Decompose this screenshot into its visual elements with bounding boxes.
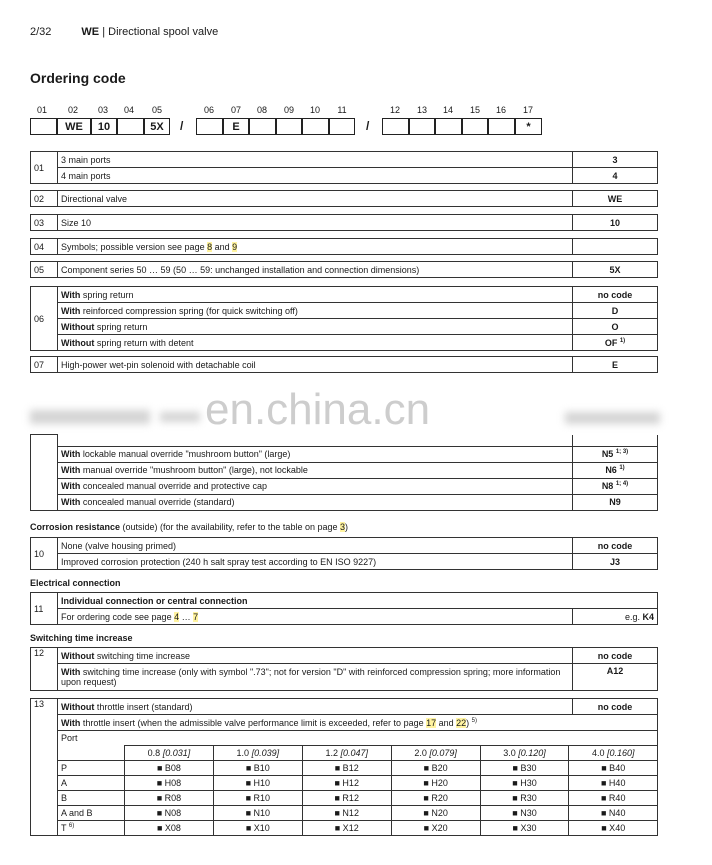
code-pos: 03: [97, 105, 108, 115]
code-separator: /: [366, 119, 370, 133]
table-row: With throttle insert (when the admissible valve performance limit is exceeded, refer to page 17 and 22) $^{5)}$: [31, 715, 658, 731]
table-row: 13 Without throttle insert (standard) no code: [31, 699, 658, 715]
table-row: A and B ■ N08 ■ N10 ■ N12 ■ N20 ■ N30 ■ N40: [58, 806, 657, 821]
table-row: Improved corrosion protection (240 h salt spray test according to EN ISO 9227) J3: [31, 554, 658, 570]
code-box: WE: [57, 118, 91, 135]
section-electrical-heading: Electrical connection: [30, 578, 121, 588]
code-box: [435, 118, 462, 135]
table-row: A ■ H08 ■ H10 ■ H12 ■ H20 ■ H30 ■ H40: [58, 776, 657, 791]
code-box: [249, 118, 276, 135]
series-label: WE: [81, 26, 100, 38]
blurred-text: [565, 412, 660, 424]
code-box: [462, 118, 488, 135]
page-number: 2/32: [30, 26, 52, 38]
table-row: 12 Without switching time increase no code: [31, 648, 658, 664]
code-box: [329, 118, 355, 135]
table-row: 02 Directional valve WE: [31, 191, 658, 207]
blurred-text: [30, 410, 150, 424]
table-row: With concealed manual override and protective cap N8 $^{1; 4)}$: [31, 478, 658, 494]
table-10: [30, 537, 658, 570]
code-box: [276, 118, 302, 135]
table-row: Without spring return O: [31, 319, 658, 335]
table-12: [30, 647, 658, 691]
page-link[interactable]: 8: [207, 241, 213, 252]
code-box: [30, 118, 57, 135]
table-row: 01 3 main ports 3: [31, 152, 658, 168]
table-row: 4 main ports 4: [31, 168, 658, 184]
code-pos: 15: [469, 105, 480, 115]
code-pos: 02: [67, 105, 78, 115]
page-header: [30, 26, 218, 38]
table-row: P ■ B08 ■ B10 ■ B12 ■ B20 ■ B30 ■ B40: [58, 761, 657, 776]
code-pos: 09: [283, 105, 294, 115]
table-row: 07 High-power wet-pin solenoid with detachable coil E: [31, 357, 658, 373]
code-box: [382, 118, 409, 135]
table-row: 04 Symbols; possible version see page 8 and 9: [31, 239, 658, 255]
code-pos: 07: [230, 105, 241, 115]
code-box: [196, 118, 223, 135]
code-pos: 11: [337, 105, 347, 115]
code-pos: 16: [495, 105, 506, 115]
page-link[interactable]: 9: [232, 241, 238, 252]
table-row: 03 Size 10 10: [31, 215, 658, 231]
table-13: [30, 698, 658, 836]
page-link[interactable]: 22: [456, 717, 467, 728]
table-row: B ■ R08 ■ R10 ■ R12 ■ R20 ■ R30 ■ R40: [58, 791, 657, 806]
table-05: [30, 261, 658, 278]
table-row: [31, 435, 658, 447]
page-link[interactable]: 3: [340, 522, 346, 532]
table-04: [30, 238, 658, 255]
page-title: Ordering code: [30, 70, 126, 86]
code-pos: 05: [151, 105, 162, 115]
code-pos: 08: [256, 105, 267, 115]
code-pos: 13: [416, 105, 427, 115]
table-row: With concealed manual override (standard) N9: [31, 494, 658, 510]
table-01: [30, 151, 658, 184]
code-pos: 01: [36, 105, 47, 115]
page-link[interactable]: 17: [426, 717, 437, 728]
code-separator: /: [180, 119, 184, 133]
code-pos: 12: [389, 105, 400, 115]
code-pos: 10: [309, 105, 320, 115]
table-row: T $^{6)}$ ■ X08 ■ X10 ■ X12 ■ X20 ■ X30 ■ X40: [58, 821, 657, 836]
page-link[interactable]: 4: [174, 611, 180, 622]
code-box: E: [223, 118, 249, 135]
code-pos: 04: [123, 105, 134, 115]
table-06: [30, 286, 658, 351]
table-row: 11 Individual connection or central connection: [31, 593, 658, 609]
table-row: 05 Component series 50 … 59 (50 … 59: unchanged installation and connection dimensions) 5X: [31, 262, 658, 278]
code-box: 10: [91, 118, 117, 135]
table-11: [30, 592, 658, 625]
code-box: *: [515, 118, 542, 135]
table-08: [30, 434, 658, 511]
table-row: With manual override "mushroom button" (large), not lockable N6 $^{1)}$: [31, 462, 658, 478]
table-row: With lockable manual override "mushroom button" (large) N5 $^{1; 3)}$: [31, 446, 658, 462]
code-pos: 14: [442, 105, 453, 115]
page-link[interactable]: 7: [193, 611, 199, 622]
blurred-text: [160, 412, 200, 422]
table-row: For ordering code see page 4 … 7 e.g. K4: [31, 609, 658, 625]
table-row: 06 With spring return no code: [31, 287, 658, 303]
throttle-table: Port 0.8 [0.031] 1.0 [0.039] 1.2 [0.047] 2.0 [0.079] 3.0 [0.120] 4.0 [0.160] P ■ B08 ■ B10 ■ B12 ■ B20 ■ B30 ■ B40 A ■ H08 ■ H10 ■ H12 ■ H20 ■ H30 ■ H40 B ■ R08 ■ R10 ■ R12 ■ R20 ■ R30 ■ R40 A and B ■ N08 ■ N10 ■ N12 ■ N20 ■ N30 ■ N40 T $^{6)}$ ■ X08 ■ X10 ■ X12 ■ X20 ■ X30 ■ X40: [58, 731, 657, 835]
code-box: [117, 118, 144, 135]
table-row: 10 None (valve housing primed) no code: [31, 538, 658, 554]
header-title: | Directional spool valve: [102, 26, 219, 38]
code-box: 5X: [144, 118, 170, 135]
code-pos: 06: [203, 105, 214, 115]
table-07: [30, 356, 658, 373]
table-03: [30, 214, 658, 231]
table-row: With switching time increase (only with symbol ".73"; not for version "D" with reinforced compression spring; more information upon request) A12: [31, 664, 658, 691]
table-row: Without spring return with detent OF $^{1)}$: [31, 335, 658, 351]
table-row: With reinforced compression spring (for quick switching off) D: [31, 303, 658, 319]
throttle-header-row: 0.8 [0.031] 1.0 [0.039] 1.2 [0.047] 2.0 [0.079] 3.0 [0.120] 4.0 [0.160]: [58, 746, 657, 761]
section-switching-heading: Switching time increase: [30, 633, 133, 643]
code-box: [488, 118, 515, 135]
code-box: [409, 118, 435, 135]
watermark: en.china.cn: [205, 385, 431, 434]
code-box: [302, 118, 329, 135]
table-02: [30, 190, 658, 207]
code-pos: 17: [522, 105, 533, 115]
section-corrosion-heading: Corrosion resistance (outside) (for the availability, refer to the table on page 3): [30, 522, 349, 532]
